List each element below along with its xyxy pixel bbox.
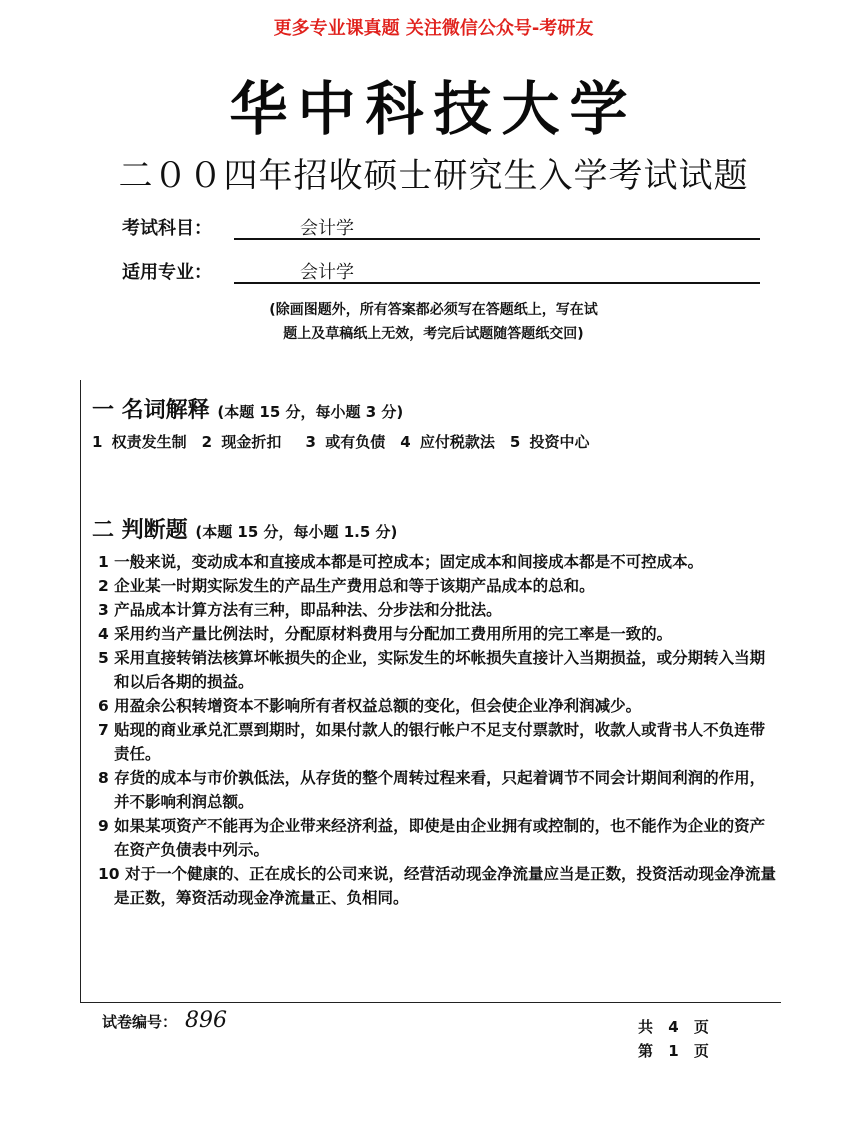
university-name: 华中科技大学	[229, 75, 638, 143]
section-1-subtitle: (本题 15 分，每小题 3 分)	[217, 403, 404, 421]
exam-notice	[0, 298, 867, 346]
section-2-subtitle: (本题 15 分，每小题 1.5 分)	[195, 523, 398, 541]
paper-code-label: 试卷编号：	[102, 1013, 178, 1031]
notice-line: 题上及草稿纸上无效，考完后试题随答题纸交回)	[283, 326, 584, 342]
section-2-heading	[92, 513, 397, 544]
subject-value: 会计学	[234, 214, 760, 240]
major-value: 会计学	[234, 258, 760, 284]
question-item: 1 一般来说，变动成本和直接成本都是可控成本；固定成本和间接成本都是不可控成本。	[98, 553, 704, 571]
judgment-items	[90, 550, 780, 910]
question-item: 2 企业某一时期实际发生的产品生产费用总和等于该期产品成本的总和。	[98, 577, 595, 595]
major-row	[122, 258, 354, 284]
question-item: 6 用盈余公积转增资本不影响所有者权益总额的变化，但会使企业净利润减少。	[98, 697, 642, 715]
total-pages: 共 4 页	[638, 1018, 709, 1036]
subject-label: 考试科目：	[122, 218, 212, 239]
question-item: 3 产品成本计算方法有三种，即品种法、分步法和分批法。	[98, 601, 502, 619]
question-item: 7 贴现的商业承兑汇票到期时，如果付款人的银行帐户不足支付票款时，收款人或背书人不负连带责任。	[98, 721, 766, 763]
question-item: 4 采用约当产量比例法时，分配原材料费用与分配加工费用所用的完工率是一致的。	[98, 625, 673, 643]
notice-line: (除画图题外，所有答案都必须写在答题纸上，写在试	[269, 302, 598, 318]
section-2-title: 二 判断题	[92, 518, 188, 543]
paper-code-value: 896	[185, 1008, 228, 1033]
question-item: 5 采用直接转销法核算坏帐损失的企业，实际发生的坏帐损失直接计入当期损益，或分期转入当期和以后各期的损益。	[98, 649, 766, 691]
subject-row	[122, 214, 354, 240]
section-1-heading	[92, 393, 403, 424]
question-item: 10 对于一个健康的、正在成长的公司来说，经营活动现金净流量应当是正数，投资活动现金净流量是正数，筹资活动现金净流量正、负相同。	[98, 865, 776, 907]
term-list: 1 权责发生制 2 现金折扣 3 或有负债 4 应付税款法 5 投资中心	[92, 433, 590, 451]
question-item: 9 如果某项资产不能再为企业带来经济利益，即使是由企业拥有或控制的，也不能作为企业的资产在资产负债表中列示。	[98, 817, 766, 859]
paper-code	[102, 1008, 227, 1033]
promo-banner: 更多专业课真题 关注微信公众号-考研友	[273, 18, 594, 39]
major-label: 适用专业：	[122, 262, 212, 283]
current-page: 第 1 页	[638, 1042, 709, 1060]
question-item: 8 存货的成本与市价孰低法，从存货的整个周转过程来看，只起着调节不同会计期间利润的作用，并不影响利润总额。	[98, 769, 766, 811]
section-1-title: 一 名词解释	[92, 398, 210, 423]
exam-title: 二００四年招收硕士研究生入学考试试题	[118, 156, 749, 196]
